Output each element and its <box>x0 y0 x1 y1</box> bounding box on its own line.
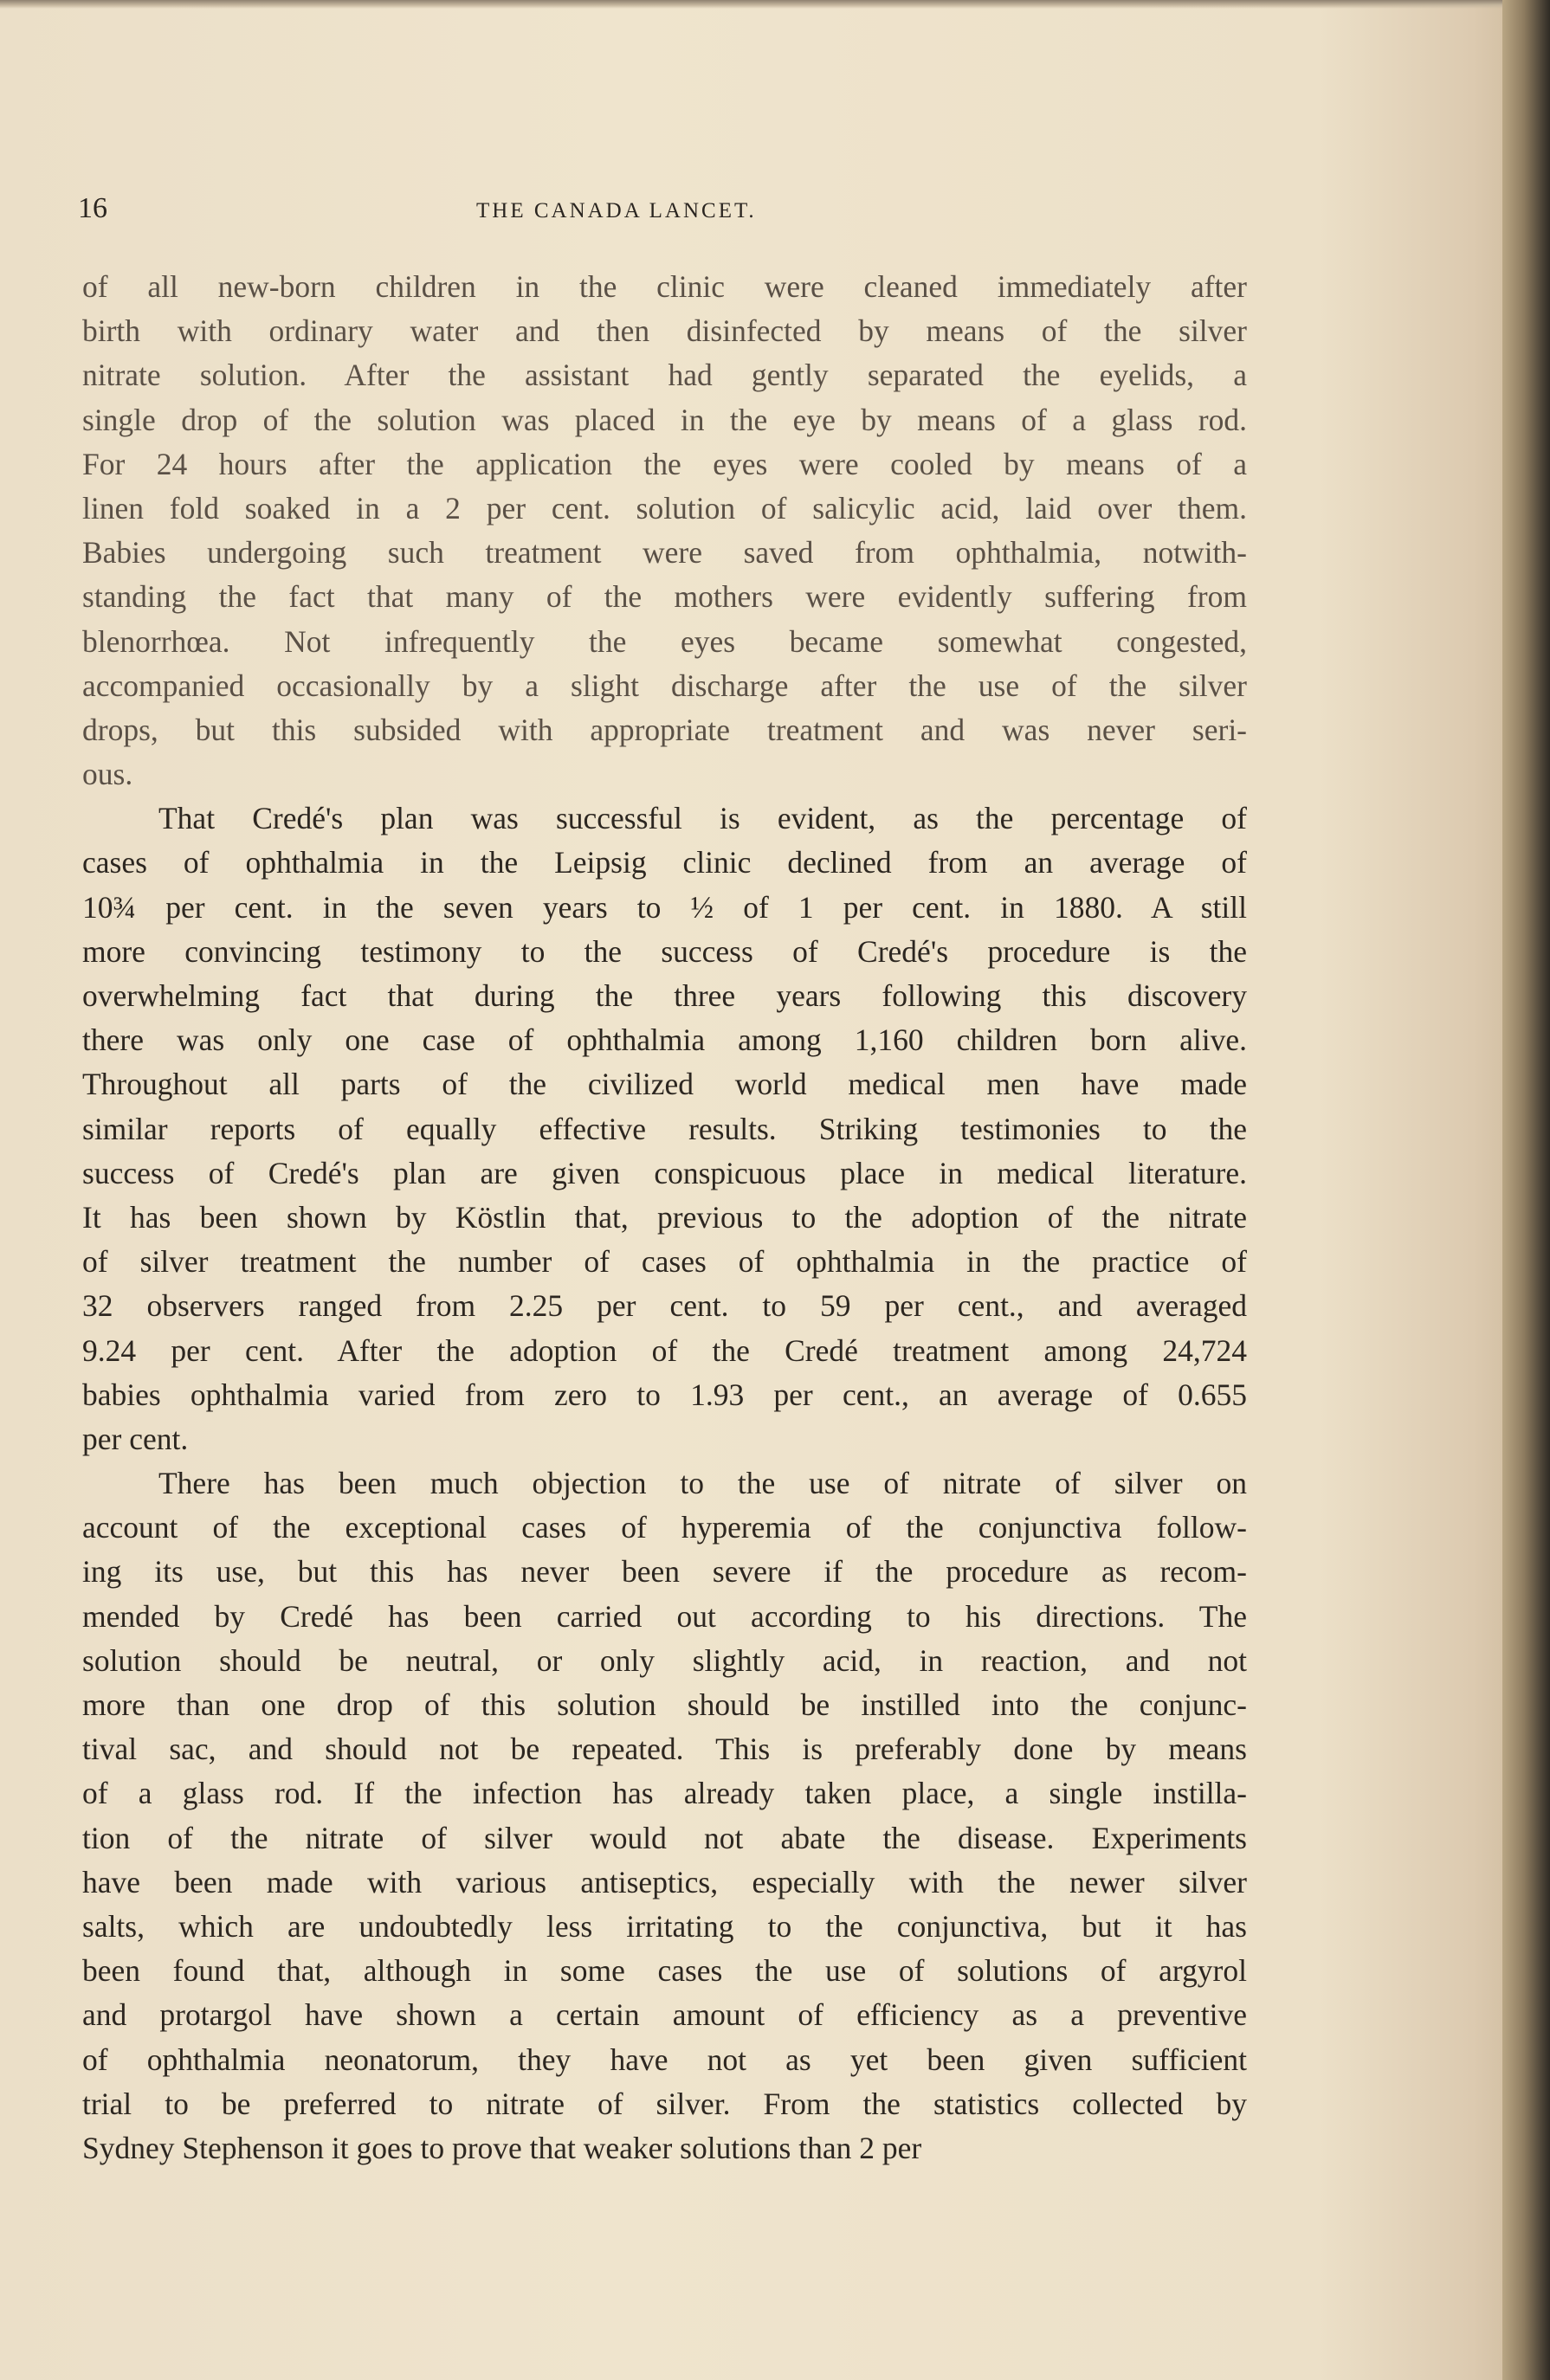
text-line: Throughout all parts of the civilized world medical men have made <box>82 1067 1247 1102</box>
text-line: It has been shown by Köstlin that, previous to the adoption of the nitrate <box>82 1199 1247 1235</box>
text-line: there was only one case of ophthalmia among 1,160 children born alive. <box>82 1022 1247 1058</box>
text-line: solution should be neutral, or only slightly acid, in reaction, and not <box>82 1642 1247 1678</box>
paragraph <box>82 797 1247 1461</box>
text-line: tion of the nitrate of silver would not abate the disease. Experiments <box>82 1820 1247 1855</box>
text-line: and protargol have shown a certain amount of efficiency as a preventive <box>82 1997 1247 2033</box>
page-edge-shadow <box>1502 0 1550 2380</box>
text-line: more convincing testimony to the success of Credé's procedure is the <box>82 933 1247 969</box>
text-line: single drop of the solution was placed in the eye by means of a glass rod. <box>82 402 1247 437</box>
text-line: standing the fact that many of the mothers were evidently suffering from <box>82 579 1247 615</box>
text-line: linen fold soaked in a 2 per cent. solution of salicylic acid, laid over them. <box>82 490 1247 526</box>
page-number: 16 <box>78 192 107 224</box>
text-line: babies ophthalmia varied from zero to 1.93 per cent., an average of 0.655 <box>82 1377 1247 1412</box>
text-line: 10¾ per cent. in the seven years to ½ of 1 per cent. in 1880. A still <box>82 889 1247 925</box>
text-line: There has been much objection to the use of nitrate of silver on <box>158 1466 1247 1501</box>
text-line: have been made with various antiseptics, especially with the newer silver <box>82 1864 1247 1899</box>
text-line: cases of ophthalmia in the Leipsig clinic declined from an average of <box>82 845 1247 880</box>
text-line: ing its use, but this has never been severe if the procedure as recom- <box>82 1554 1247 1590</box>
text-line: accompanied occasionally by a slight discharge after the use of the silver <box>82 668 1247 703</box>
text-line: success of Credé's plan are given conspicuous place in medical literature. <box>82 1155 1247 1190</box>
text-line: nitrate solution. After the assistant had gently separated the eyelids, a <box>82 358 1247 393</box>
text-line: mended by Credé has been carried out according to his directions. The <box>82 1598 1247 1634</box>
text-line: 32 observers ranged from 2.25 per cent. to 59 per cent., and averaged <box>82 1288 1247 1324</box>
text-line: been found that, although in some cases the use of solutions of argyrol <box>82 1953 1247 1989</box>
top-border <box>0 0 1507 9</box>
text-line: trial to be preferred to nitrate of silver. From the statistics collected by <box>82 2086 1247 2121</box>
paragraph <box>82 1461 1247 2170</box>
text-line: For 24 hours after the application the eyes were cooled by means of a <box>82 446 1247 481</box>
text-line: similar reports of equally effective results. Striking testimonies to the <box>82 1111 1247 1146</box>
text-line: Sydney Stephenson it goes to prove that weaker solutions than 2 per <box>82 2130 922 2165</box>
text-line: Babies undergoing such treatment were saved from ophthalmia, notwith- <box>82 535 1247 571</box>
text-line: of a glass rod. If the infection has already taken place, a single instilla- <box>82 1776 1247 1811</box>
text-line: birth with ordinary water and then disinfected by means of the silver <box>82 313 1247 349</box>
text-line: account of the exceptional cases of hyperemia of the conjunctiva follow- <box>82 1510 1247 1545</box>
text-line: overwhelming fact that during the three years following this discovery <box>82 978 1247 1013</box>
text-line: per cent. <box>82 1421 189 1456</box>
paragraph <box>82 265 1247 797</box>
text-line: more than one drop of this solution should be instilled into the conjunc- <box>82 1687 1247 1722</box>
text-line: ous. <box>82 757 133 792</box>
text-line: 9.24 per cent. After the adoption of the Credé treatment among 24,724 <box>82 1332 1247 1368</box>
text-line: salts, which are undoubtedly less irritating to the conjunctiva, but it has <box>82 1908 1247 1944</box>
text-line: That Credé's plan was successful is evident, as the percentage of <box>158 801 1247 836</box>
article-body <box>82 265 1247 2170</box>
text-line: blenorrhœa. Not infrequently the eyes became somewhat congested, <box>82 623 1247 659</box>
text-line: of all new-born children in the clinic were cleaned immediately after <box>82 269 1247 304</box>
journal-title: THE CANADA LANCET. <box>476 199 757 223</box>
running-head <box>78 192 1256 235</box>
text-line: tival sac, and should not be repeated. This is preferably done by means <box>82 1732 1247 1767</box>
text-line: drops, but this subsided with appropriate treatment and was never seri- <box>82 712 1247 747</box>
text-line: of silver treatment the number of cases of ophthalmia in the practice of <box>82 1244 1247 1280</box>
text-line: of ophthalmia neonatorum, they have not as yet been given sufficient <box>82 2041 1247 2077</box>
